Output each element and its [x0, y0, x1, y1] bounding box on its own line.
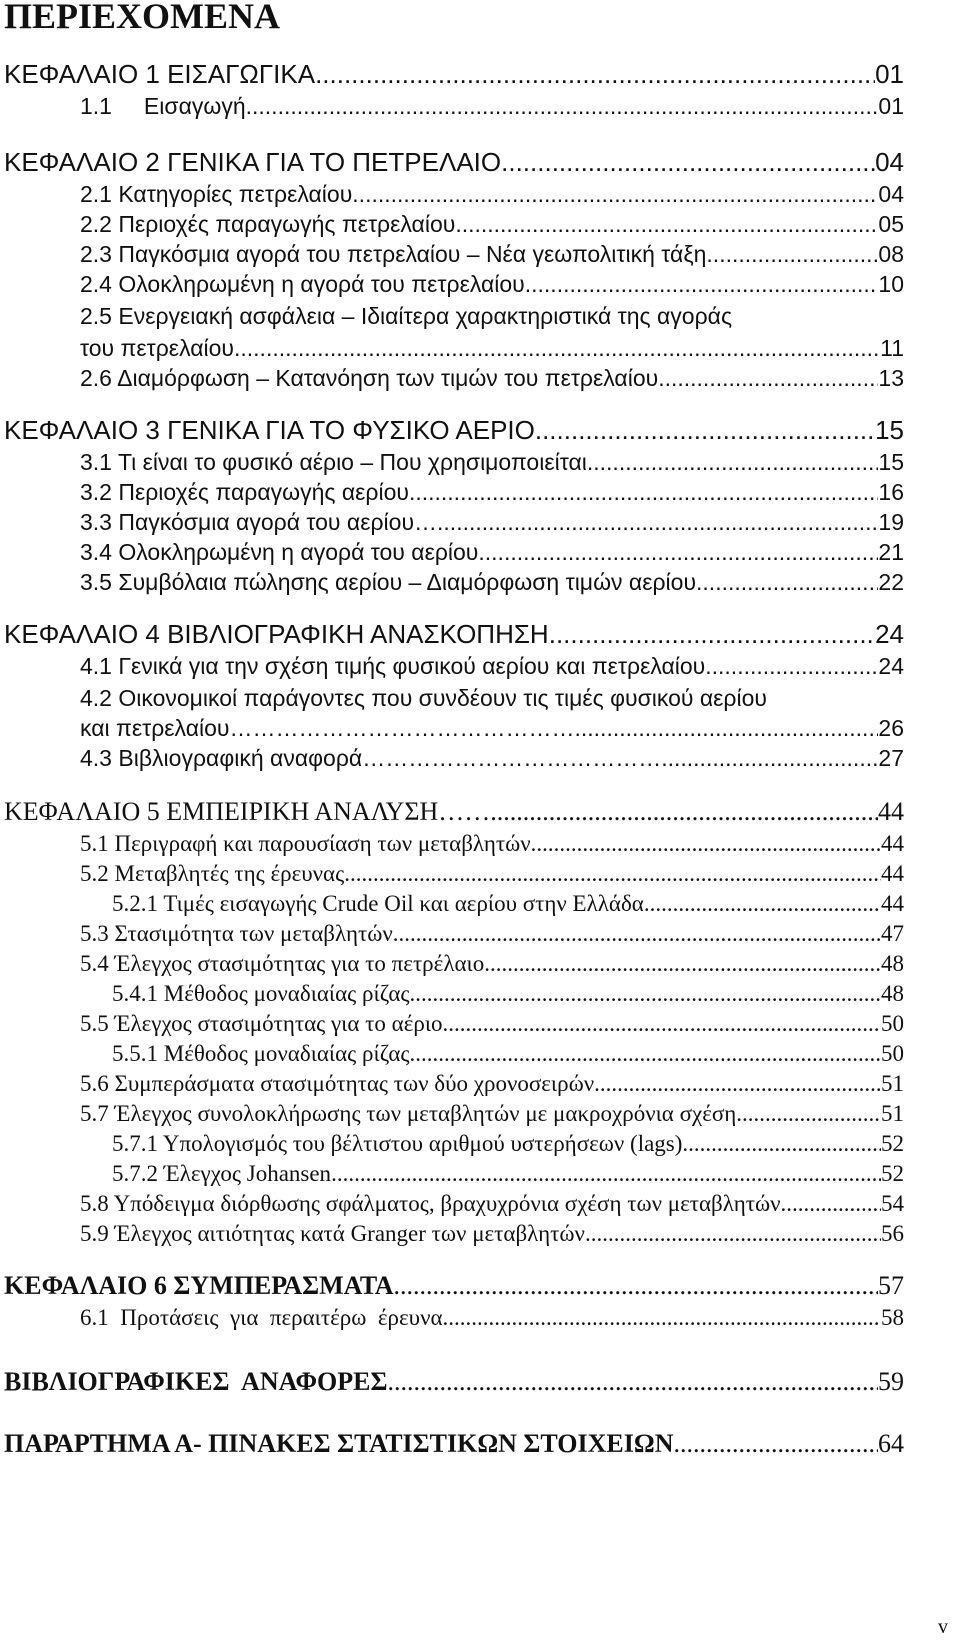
toc-entry-section-5-7-1 — [112, 1130, 904, 1158]
toc-entry-page: 04 — [878, 181, 904, 207]
toc-entry-section-5-5-1 — [112, 1040, 904, 1068]
toc-entry-page: 44 — [878, 797, 904, 826]
toc-entry-page: 52 — [881, 1131, 904, 1156]
toc-entry-label: 5.6 Συμπεράσματα στασιμότητας των δύο χρονοσειρών — [80, 1071, 595, 1096]
toc-entry-page: 44 — [881, 831, 904, 856]
dot-leader — [585, 1220, 881, 1248]
toc-entry-page: 59 — [878, 1367, 904, 1396]
dot-leader — [644, 890, 881, 918]
toc-entry-chapter-3 — [4, 416, 904, 444]
toc-entry-section-2-2 — [80, 210, 904, 238]
toc-entry-references — [4, 1368, 904, 1396]
page-title: ΠΕΡΙΕΧΟΜΕΝΑ — [4, 0, 281, 36]
toc-entry-page: 50 — [881, 1041, 904, 1066]
toc-entry-label: ΚΕΦΑΛΑΙΟ 4 ΒΙΒΛΙΟΓΡΑΦΙΚΗ ΑΝΑΣΚΟΠΗΣΗ — [4, 619, 549, 649]
dot-leader — [410, 980, 881, 1008]
dot-leader — [706, 240, 878, 268]
toc-entry-label: 4.1 Γενικά για την σχέση τιμής φυσικού αερίου και πετρελαίου — [80, 653, 706, 679]
toc-entry-section-1-1 — [80, 92, 904, 120]
dot-leader — [531, 830, 881, 858]
toc-entry-section-5-1 — [80, 830, 904, 858]
toc-entry-chapter-1 — [4, 60, 904, 88]
toc-entry-page: 11 — [880, 335, 904, 361]
toc-entry-section-3-1 — [80, 448, 904, 476]
toc-entry-appendix-a — [4, 1430, 904, 1458]
toc-entry-label: ΚΕΦΑΛΑΙΟ 6 ΣΥΜΠΕΡΑΣΜΑΤΑ — [4, 1271, 394, 1300]
toc-entry-label: 6.1 Προτάσεις για περαιτέρω έρευνα — [80, 1305, 443, 1330]
dot-leader — [781, 1190, 881, 1218]
toc-entry-page: 48 — [881, 981, 904, 1006]
dot-leader — [490, 798, 878, 826]
dot-leader — [443, 1304, 881, 1332]
toc-entry-label: 4.3 Βιβλιογραφική αναφορά………………………………… — [80, 745, 662, 771]
dot-leader — [331, 1160, 881, 1188]
toc-entry-section-5-8 — [80, 1190, 904, 1218]
toc-entry-page: 24 — [875, 619, 904, 649]
toc-entry-label: ΚΕΦΑΛΑΙΟ 3 ΓΕΝΙΚΑ ΓΙΑ ΤΟ ΦΥΣΙΚΟ ΑΕΡΙΟ — [4, 415, 535, 445]
toc-entry-label: και πετρελαίου……………………………………… — [80, 715, 575, 741]
toc-entry-label: ΚΕΦΑΛΑΙΟ 2 ΓΕΝΙΚΑ ΓΙΑ ΤΟ ΠΕΤΡΕΛΑΙΟ — [4, 147, 502, 177]
toc-entry-label: ΚΕΦΑΛΑΙΟ 5 ΕΜΠΕΙΡΙΚΗ ΑΝΑΛΥΣΗ…… — [4, 797, 491, 826]
toc-entry-chapter-6 — [4, 1272, 904, 1300]
dot-leader — [437, 508, 878, 536]
toc-entry-page: 54 — [881, 1191, 904, 1216]
toc-entry-section-6-1 — [80, 1304, 904, 1332]
toc-entry-label: 2.3 Παγκόσμια αγορά του πετρελαίου – Νέα γεωπολιτική τάξη — [80, 241, 707, 267]
toc-entry-section-5-4 — [80, 950, 904, 978]
toc-entry-label: 5.9 Έλεγχος αιτιότητας κατά Granger των μεταβλητών — [80, 1221, 585, 1246]
toc-entry-label: του πετρελαίου — [80, 335, 234, 361]
toc-entry-label: ΒΙΒΛΙΟΓΡΑΦΙΚΕΣ ΑΝΑΦΟΡΕΣ — [4, 1367, 388, 1396]
page-number: v — [938, 1616, 948, 1638]
toc-entry-section-2-5 — [80, 334, 904, 362]
toc-entry-section-5-2-1 — [112, 890, 904, 918]
dot-leader — [682, 1130, 881, 1158]
toc-entry-page: 51 — [881, 1071, 904, 1096]
toc-entry-page: 13 — [878, 365, 904, 391]
dot-leader — [736, 1100, 881, 1128]
toc-entry-page: 44 — [881, 861, 904, 886]
toc-entry-label: 5.5 Έλεγχος στασιμότητας για το αέριο — [80, 1011, 443, 1036]
dot-leader — [696, 568, 878, 596]
toc-entry-label: ΠΑΡΑΡΤΗΜΑ Α- ΠΙΝΑΚΕΣ ΣΤΑΤΙΣΤΙΚΩΝ ΣΤΟΙΧΕΙΩΝ — [4, 1429, 674, 1458]
dot-leader — [594, 1070, 881, 1098]
toc-entry-chapter-5 — [4, 798, 904, 826]
toc-entry-label: 3.3 Παγκόσμια αγορά του αερίου… — [80, 509, 438, 535]
toc-entry-label: 5.3 Στασιμότητα των μεταβλητών — [80, 921, 393, 946]
dot-leader — [443, 1010, 881, 1038]
dot-leader — [246, 92, 879, 120]
toc-entry-label: 5.1 Περιγραφή και παρουσίαση των μεταβλητών — [80, 831, 531, 856]
toc-entry-label: 5.5.1 Μέθοδος μοναδιαίας ρίζας — [112, 1041, 410, 1066]
toc-entry-section-5-9 — [80, 1220, 904, 1248]
toc-entry-section-2-5-line1: 2.5 Ενεργειακή ασφάλεια – Ιδιαίτερα χαρακτηριστικά της αγοράς — [80, 303, 733, 329]
dot-leader — [673, 1430, 878, 1458]
dot-leader — [315, 60, 875, 88]
toc-entry-page: 48 — [881, 951, 904, 976]
toc-entry-page: 04 — [875, 147, 904, 177]
toc-entry-page: 56 — [881, 1221, 904, 1246]
dot-leader — [394, 1272, 879, 1300]
toc-entry-section-4-1 — [80, 652, 904, 680]
toc-entry-label: 5.8 Υπόδειγμα διόρθωσης σφάλματος, βραχυχρόνια σχέση των μεταβλητών — [80, 1191, 781, 1216]
toc-entry-section-2-4 — [80, 270, 904, 298]
dot-leader — [393, 920, 881, 948]
dot-leader — [658, 364, 878, 392]
toc-entry-label: 1.1 Εισαγωγή — [80, 93, 246, 119]
dot-leader — [478, 538, 878, 566]
toc-entry-page: 51 — [881, 1101, 904, 1126]
toc-entry-page: 58 — [881, 1305, 904, 1330]
toc-entry-page: 01 — [875, 59, 904, 89]
toc-entry-label: 5.4.1 Μέθοδος μοναδιαίας ρίζας — [112, 981, 410, 1006]
toc-entry-section-4-2 — [80, 714, 904, 742]
toc-entry-label: 3.2 Περιοχές παραγωγής αερίου — [80, 479, 409, 505]
toc-entry-section-3-3 — [80, 508, 904, 536]
dot-leader — [587, 448, 879, 476]
toc-entry-section-2-1 — [80, 180, 904, 208]
toc-entry-page: 52 — [881, 1161, 904, 1186]
toc-entry-page: 44 — [881, 891, 904, 916]
toc-entry-chapter-4 — [4, 620, 904, 648]
dot-leader — [410, 1040, 881, 1068]
toc-entry-section-3-2 — [80, 478, 904, 506]
dot-leader — [388, 1368, 879, 1396]
toc-entry-section-5-7 — [80, 1100, 904, 1128]
toc-entry-section-5-3 — [80, 920, 904, 948]
dot-leader — [535, 416, 875, 444]
dot-leader — [549, 620, 875, 648]
toc-entry-label: ΚΕΦΑΛΑΙΟ 1 ΕΙΣΑΓΩΓΙΚΑ — [4, 59, 316, 89]
toc-entry-label: 5.7.1 Υπολογισμός του βέλτιστου αριθμού υστερήσεων (lags) — [112, 1131, 683, 1156]
dot-leader — [484, 950, 881, 978]
dot-leader — [344, 860, 881, 888]
toc-entry-section-3-5 — [80, 568, 904, 596]
dot-leader — [501, 148, 875, 176]
toc-entry-label: 2.2 Περιοχές παραγωγής πετρελαίου — [80, 211, 456, 237]
dot-leader — [352, 180, 878, 208]
toc-entry-section-5-7-2 — [112, 1160, 904, 1188]
toc-entry-page: 08 — [878, 241, 904, 267]
toc-entry-page: 15 — [875, 415, 904, 445]
toc-entry-page: 10 — [878, 271, 904, 297]
toc-entry-label: 5.2 Μεταβλητές της έρευνας — [80, 861, 345, 886]
toc-entry-section-3-4 — [80, 538, 904, 566]
toc-entry-section-5-2 — [80, 860, 904, 888]
toc-entry-label: 5.4 Έλεγχος στασιμότητας για το πετρέλαιο — [80, 951, 485, 976]
toc-entry-page: 24 — [878, 653, 904, 679]
dot-leader — [661, 744, 878, 772]
toc-entry-page: 19 — [878, 509, 904, 535]
toc-entry-section-4-3 — [80, 744, 904, 772]
toc-entry-page: 15 — [878, 449, 904, 475]
dot-leader — [409, 478, 878, 506]
toc-entry-page: 57 — [878, 1271, 904, 1300]
toc-entry-chapter-2 — [4, 148, 904, 176]
toc-entry-page: 05 — [878, 211, 904, 237]
toc-entry-label: 3.1 Τι είναι το φυσικό αέριο – Που χρησιμοποιείται — [80, 449, 587, 475]
dot-leader — [705, 652, 878, 680]
toc-entry-page: 01 — [878, 93, 904, 119]
toc-entry-section-4-2-line1: 4.2 Οικονομικοί παράγοντες που συνδέουν τις τιμές φυσικού αερίου — [80, 685, 767, 711]
dot-leader — [234, 334, 880, 362]
dot-leader — [455, 210, 878, 238]
dot-leader — [575, 714, 879, 742]
toc-entry-page: 50 — [881, 1011, 904, 1036]
toc-entry-section-5-5 — [80, 1010, 904, 1038]
toc-entry-label: 2.4 Ολοκληρωμένη η αγορά του πετρελαίου — [80, 271, 525, 297]
toc-entry-section-2-6 — [80, 364, 904, 392]
toc-entry-page: 22 — [878, 569, 904, 595]
toc-entry-label: 2.1 Κατηγορίες πετρελαίου — [80, 181, 353, 207]
toc-entry-label: 3.4 Ολοκληρωμένη η αγορά του αερίου — [80, 539, 479, 565]
toc-entry-label: 5.7.2 Έλεγχος Johansen — [112, 1161, 332, 1186]
toc-entry-page: 26 — [878, 715, 904, 741]
toc-entry-page: 21 — [878, 539, 904, 565]
toc-entry-section-2-3 — [80, 240, 904, 268]
toc-entry-section-5-6 — [80, 1070, 904, 1098]
toc-entry-label: 5.2.1 Τιμές εισαγωγής Crude Oil και αερίου στην Ελλάδα — [112, 891, 644, 916]
toc-entry-page: 27 — [878, 745, 904, 771]
toc-entry-page: 16 — [878, 479, 904, 505]
toc-entry-page: 64 — [878, 1429, 904, 1458]
toc-entry-label: 2.6 Διαμόρφωση – Κατανόηση των τιμών του πετρελαίου — [80, 365, 659, 391]
toc-entry-section-5-4-1 — [112, 980, 904, 1008]
toc-entry-label: 5.7 Έλεγχος συνολοκλήρωσης των μεταβλητών με μακροχρόνια σχέση — [80, 1101, 737, 1126]
dot-leader — [525, 270, 879, 298]
toc-entry-page: 47 — [881, 921, 904, 946]
toc-entry-label: 3.5 Συμβόλαια πώλησης αερίου – Διαμόρφωση τιμών αερίου — [80, 569, 697, 595]
